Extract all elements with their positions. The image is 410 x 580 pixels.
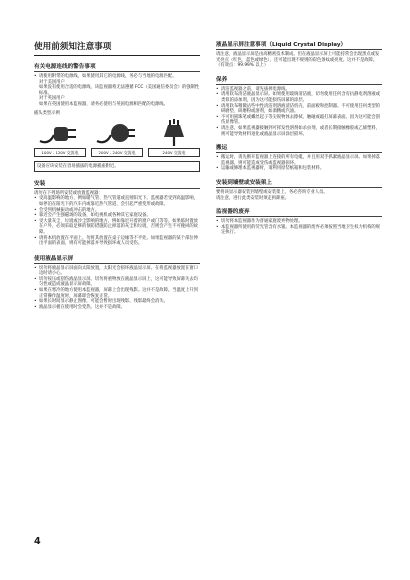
power-section [34,62,200,172]
list-item: • 液晶显示板在使用时会变热。这并不是故障。 [34,305,200,311]
plug-label: 200V - 240V 交流电 [91,148,143,157]
sub-label: 对于英国用户 [39,96,65,102]
disposal-heading: 监视器的废弃 [216,207,382,217]
list-item: • 靠近会产生强磁场的设备，如电视机或各种其它家庭设备。 [34,213,200,219]
disposal-list [216,219,382,236]
list-item: • 切勿按压或刮伤液晶显示屏。切勿将重物放在液晶显示屏上，这可能导致屏幕失去均匀性或造成液晶显示屏故障。 [34,277,200,288]
plug-uk-icon [152,119,196,147]
plug-example [148,119,200,157]
list-item: • 切勿将液晶显示屏面向太阳放置，太阳光会损坏液晶显示屏。在将监视器放置在窗口边时请小心。 [34,266,200,277]
lcd-list [34,266,200,311]
effective-pixels: （有效点：99.99% 以上） [216,63,269,69]
plug-label: 240V 交流电 [148,148,200,157]
list-item: • 如果在寒冷的地方使用本监视器，屏幕上会出现残影。这并不是故障。当温度上升到正常操作温度时，屏幕即会恢复正常。 [34,288,200,299]
list-item: • 受高温影响的地方，例如暖气管、热气管道或直射阳光下。监视器若受到高温影响，如停泊在阳光下的汽车内或靠近热气管道，会引起严重变形或故障。 [34,196,200,207]
plug-example [34,119,86,157]
install-section [34,179,200,247]
list-item: • 如果长时间显示静止图像，可能会暂时出现残影。残影最终会消失。 [34,299,200,305]
transport-heading: 搬运 [216,143,382,153]
transport-section [216,143,382,172]
install-list [34,196,200,246]
power-list [34,74,200,80]
list-item: • 会受到机械振动或冲击的地方。 [34,208,200,214]
list-item: • 切勿将本监视器作为普通家庭废弃物处理。 [216,219,382,225]
disposal-section [216,207,382,236]
list-item: • 请将本机放置在平面上。勿将其放置在桌子边缘等不平处。如果监视器的某个部位伸出平面的表面，则有可能掉落并导致损坏或人员受伤。 [34,236,200,247]
sub-label: 对于美国用户 [39,79,65,85]
plug-examples [34,119,200,157]
list-item: • 本监视器所使用的荧光管含有水银。本监视器的废弃必须按照当地卫生权力机构的规定执行。 [216,225,382,236]
lcd-section [34,254,200,311]
maintenance-heading: 保养 [216,75,382,85]
wall-mount-text-2: 请注意，进行此类安装时须走拆卸座。 [216,195,290,201]
right-column [216,40,382,236]
plug-us-icon [38,119,82,147]
transport-list [216,155,382,172]
list-item: • 清洁监视器之前，请先拔掉电源线。 [216,87,382,93]
plug-example [91,119,143,157]
sub-text: 如果在英国使用本监视器，请务必使用与英国电源相匹配的电源线。 [39,101,168,107]
lcd-note-section [216,40,382,69]
plug-label: 100V - 120V 交流电 [34,148,86,157]
sub-text: 如果没有使用合适的电源线，该监视器将无法遵循 FCC（美国通信委员会）的强制性标准。 [39,85,200,96]
install-intro: 请勿在下列场所安装或放置监视器： [34,190,103,196]
plug-eu-icon [95,119,139,147]
wall-mount-section [216,178,382,201]
list-item: • 请注意，如果监视器接触到可挥发性溶剂如杀虫剂，或者长期接触橡胶或乙烯塑料，则可能导致材料退化或液晶显示屏涂层损坏。 [216,126,382,137]
list-item: • 受大量灰尘、垃圾或沙尘影响的地方，例如靠近开着的窗户或门等等。如果临时置放在户外，必须采取足够的预防措施防止掉落的灰尘和垃圾，否则会产生不可挽回的故障。 [34,219,200,236]
lcd-heading: 使用液晶显示屏 [34,254,200,264]
outlet-note: 设备应该安装在容易插拔的电源插座附近。 [34,161,200,172]
list-item: • 请用软布清洁液晶显示屏。如果使用玻璃清洁液，切勿使用任何含有抗静电剂溶液或类似的添加剂，因为这可能损伤屏幕的涂层。 [216,92,382,103]
list-item: • 请使用附带的电源线。如果使用其它的电源线，务必与当地的电源匹配。 [34,74,200,80]
page-number: 4 [34,536,41,547]
plug-caption: 插头类型示例 [34,110,60,116]
maintenance-list [216,87,382,137]
wall-mount-text: 要将该显示器安装到墙壁或安装架上，务必咨询专业人员。 [216,189,328,195]
list-item: • 不可用圆珠笔或螺丝起子等尖锐物体去擦拭、触碰或敲打屏幕表面。因为这可能会刮伤显像管。 [216,115,382,126]
list-item: • 搬运时，请先断开监视器上连接的所有电缆，并且用双手抓紧液晶显示屏。如果掉落监视器，则可能造成受伤或监视器损坏。 [216,155,382,166]
left-column [34,62,200,310]
page-title: 使用前须知注意事项 [34,40,200,56]
power-heading: 有关电源连线的警告事项 [34,62,200,72]
wall-mount-heading: 安装到墙壁或安装架上 [216,178,382,188]
lcd-note-text: 请注意，液晶显示屏是由高精密技术制成。但在液晶显示屏上可能持常会出现黑点或发光亮点（红色、蓝色或绿色），还可能出现不规则的彩色条纹或亮度。这并不是故障。 [216,52,380,63]
list-item: • 请用软布稍微沾些中性清洁剂溶液清洁机壳、前面板和控制器。不可使用任何类型的研磨垫、研磨粉或溶剂，如酒精或汽油。 [216,104,382,115]
maintenance-section [216,75,382,137]
install-heading: 安装 [34,179,200,189]
lcd-note-heading: 液晶显示屏注意事项（Liquid Crystal Display） [216,40,382,50]
list-item: • 运输或修理本监视器时，请利用原装纸箱和包装材料。 [216,166,382,172]
